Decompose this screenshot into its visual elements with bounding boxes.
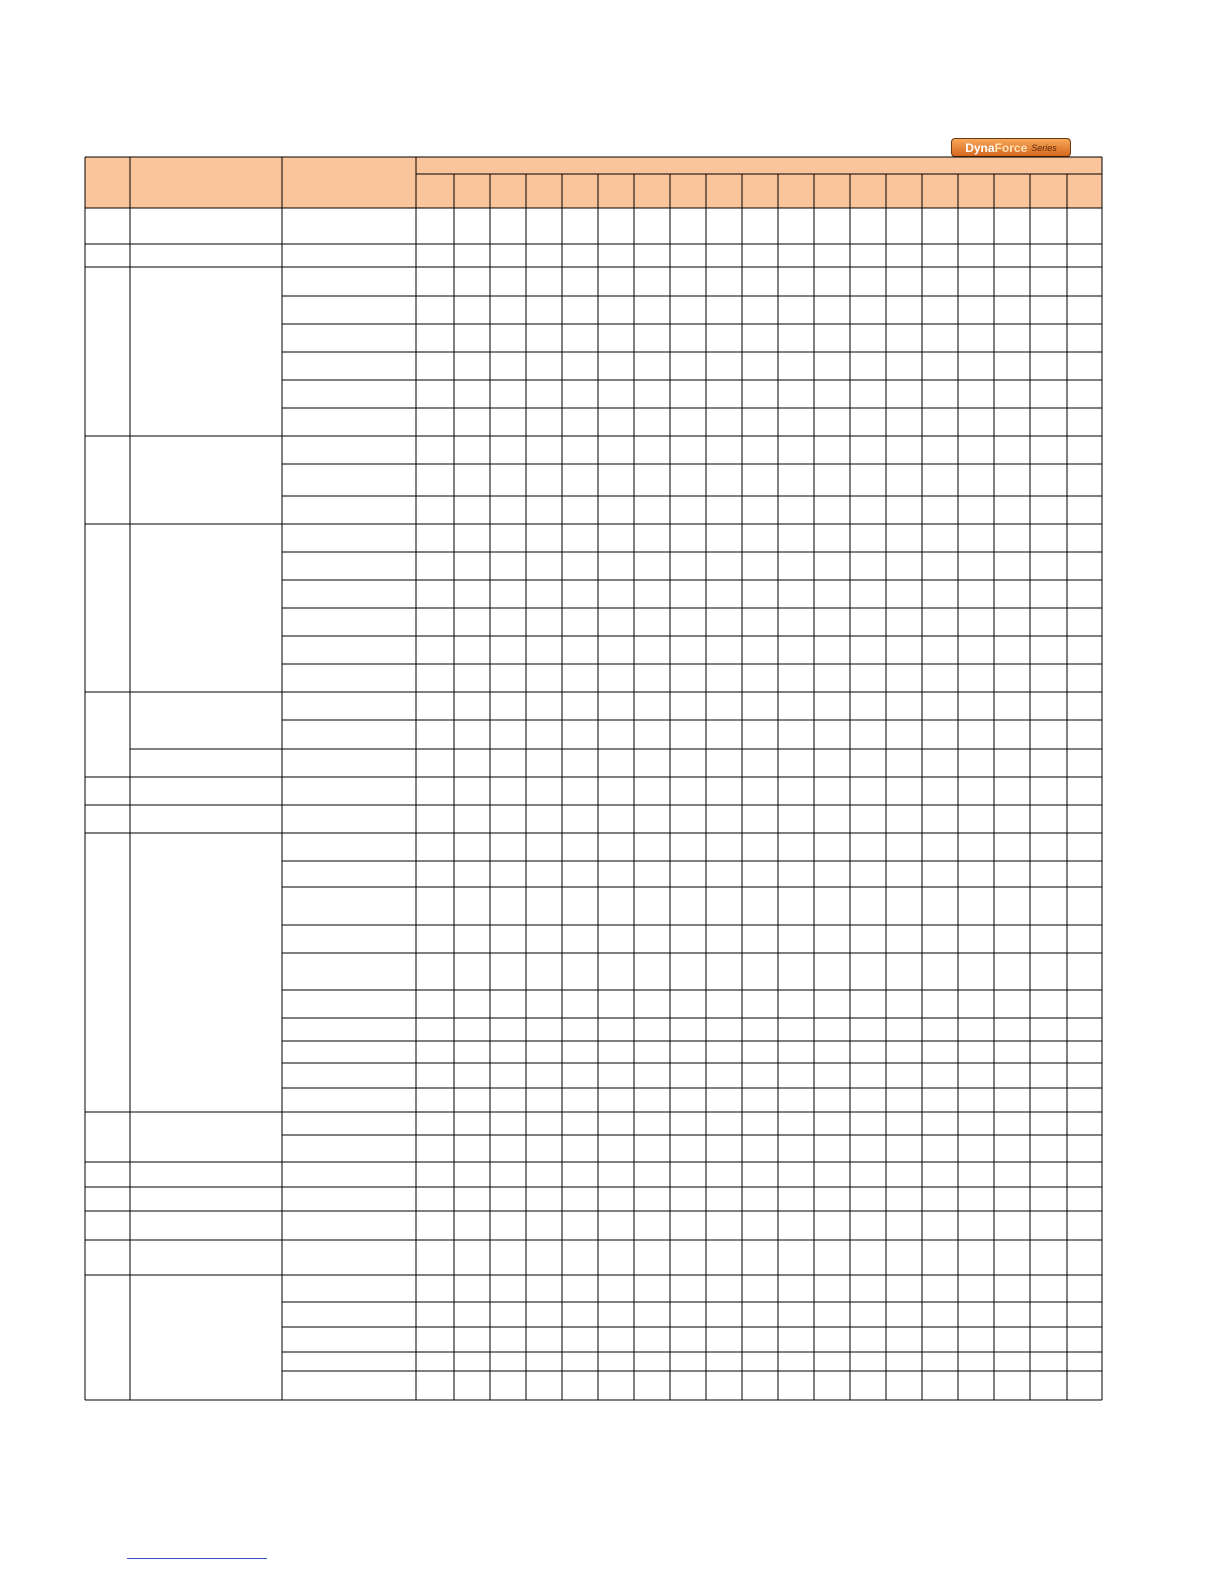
logo-word-1: Dyna xyxy=(965,140,995,155)
logo-word-2: Force xyxy=(994,140,1028,155)
footer-rule xyxy=(127,1558,267,1559)
logo-word-3: Series xyxy=(1031,142,1057,153)
table-header xyxy=(85,157,1102,208)
